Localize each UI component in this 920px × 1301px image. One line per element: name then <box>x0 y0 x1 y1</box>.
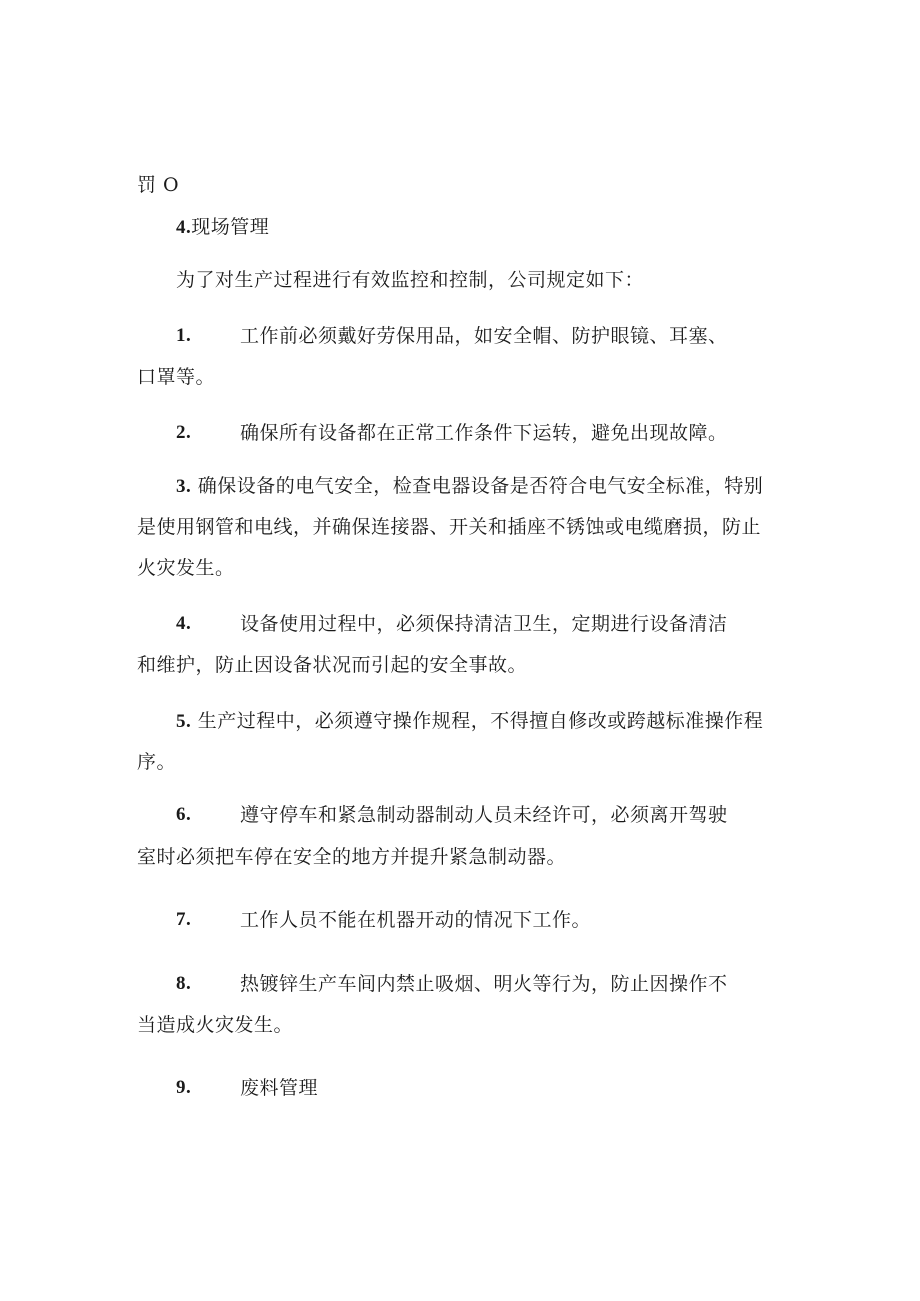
item-number: 9. <box>176 1077 192 1098</box>
item-text: 废料管理 <box>240 1077 319 1099</box>
item-text: 确保设备的电气安全，检查电器设备是否符合电气安全标准，特别 <box>197 475 764 497</box>
item-text: 序。 <box>137 751 177 773</box>
item-text: 热镀锌生产车间内禁止吸烟、明火等行为，防止因操作不 <box>240 973 728 995</box>
item-text: 当造成火灾发生。 <box>137 1014 294 1036</box>
item-number: 5. <box>176 711 192 732</box>
item-text: 和维护，防止因设备状况而引起的安全事故。 <box>137 654 528 676</box>
item-paragraph <box>176 709 763 734</box>
item-text: 口罩等。 <box>137 366 216 388</box>
item-number: 3. <box>176 476 192 497</box>
item-number: 8. <box>176 973 192 994</box>
section-title: 现场管理 <box>191 216 270 238</box>
item-number: 6. <box>176 804 192 825</box>
item-text: 生产过程中，必须遵守操作规程，不得擅自修改或跨越标准操作程 <box>197 710 764 732</box>
item-text: 确保所有设备都在正常工作条件下运转，避免出现故障。 <box>240 422 728 444</box>
item-text: 遵守停车和紧急制动器制动人员未经许可，必须离开驾驶 <box>240 804 728 826</box>
item-text: 火灾发生。 <box>137 557 235 579</box>
item-text: 工作人员不能在机器开动的情况下工作。 <box>240 909 592 931</box>
section-number: 4. <box>176 217 192 238</box>
item-text: 设备使用过程中，必须保持清洁卫生，定期进行设备清洁 <box>240 613 728 635</box>
item-text: 工作前必须戴好劳保用品，如安全帽、防护眼镜、耳塞、 <box>240 325 728 347</box>
item-number: 1. <box>176 325 192 346</box>
fragment-text: 罚 O <box>137 174 180 196</box>
item-number: 2. <box>176 422 192 443</box>
item-number: 4. <box>176 613 192 634</box>
item-number: 7. <box>176 909 192 930</box>
intro-paragraph: 为了对生产过程进行有效监控和控制，公司规定如下： <box>176 269 645 291</box>
item-paragraph <box>176 474 763 499</box>
item-text: 室时必须把车停在安全的地方并提升紧急制动器。 <box>137 846 567 868</box>
item-text: 是使用钢管和电线，并确保连接器、开关和插座不锈蚀或电缆磨损，防止 <box>137 516 762 538</box>
section-heading <box>176 215 269 240</box>
